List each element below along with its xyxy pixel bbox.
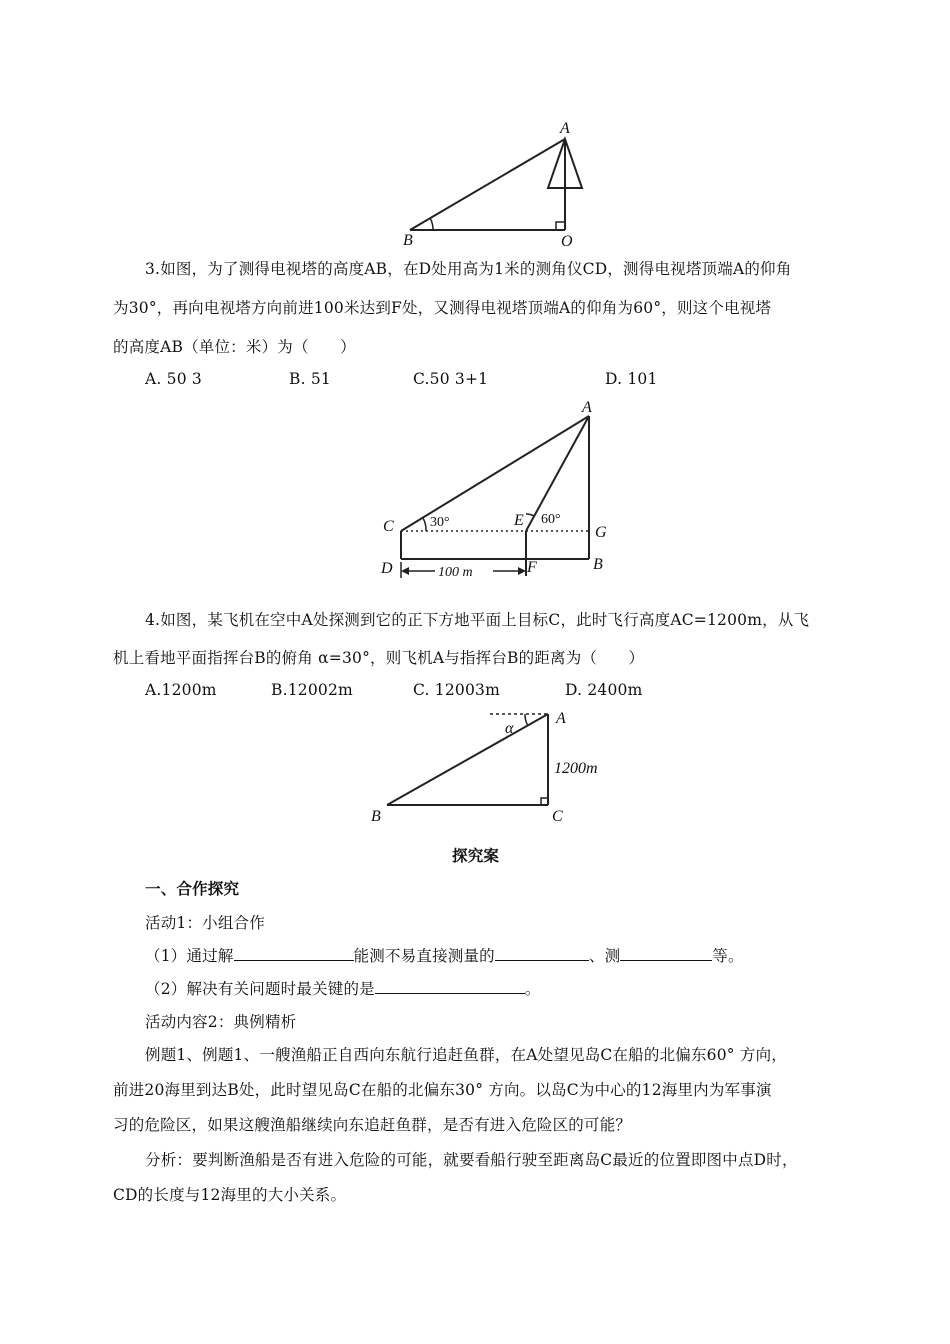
item1-text-b: 能测不易直接测量的 — [353, 947, 495, 965]
q4-line-2: 机上看地平面指挥台B的俯角 α=30°，则飞机A与指挥台B的距离为（ ） — [113, 649, 645, 667]
label-E: E — [514, 512, 524, 529]
figure-elevation-angles — [375, 398, 615, 583]
example-line-3: 习的危险区，如果这艘渔船继续向东追赶鱼群，是否有进入危险区的可能？ — [113, 1116, 632, 1134]
label-B: B — [403, 232, 413, 249]
analysis-line-1: 分析：要判断渔船是否有进入危险的可能，就要看船行驶至距离岛C最近的位置即图中点D时， — [145, 1151, 798, 1169]
q4-option-c: C. 12003m — [413, 681, 500, 699]
label-height: 1200m — [554, 760, 598, 777]
label-A: A — [560, 120, 570, 137]
figure-tower-triangle — [390, 115, 590, 250]
label-C: C — [552, 808, 563, 825]
label-C: C — [383, 518, 394, 535]
angle-60-label: 60° — [541, 512, 561, 527]
blank-1[interactable] — [234, 946, 354, 961]
q4-line-1: 4.如图，某飞机在空中A处探测到它的正下方地平面上目标C，此时飞行高度AC=1200m，从飞 — [145, 611, 810, 629]
item1-text-c: 、测 — [588, 947, 621, 965]
q3-option-b: B. 51 — [289, 370, 331, 388]
q3-line-2: 为30°，再向电视塔方向前进100米达到F处，又测得电视塔顶端A的仰角为60°，则这个电视塔 — [113, 299, 772, 317]
fill-blank-item-2 — [145, 979, 541, 999]
q4-option-b: B.12002m — [271, 681, 353, 699]
q3-line-1: 3.如图，为了测得电视塔的高度AB，在D处用高为1米的测角仪CD，测得电视塔顶端A的仰角 — [145, 260, 792, 278]
label-B: B — [371, 808, 381, 825]
blank-2[interactable] — [495, 946, 589, 961]
activity-1-label: 活动1：小组合作 — [145, 914, 265, 932]
label-alpha: α — [505, 720, 514, 737]
label-A: A — [556, 710, 566, 727]
distance-label: 100 m — [438, 565, 473, 580]
label-F: F — [527, 559, 537, 576]
item2-text-b: 。 — [524, 980, 541, 998]
label-B: B — [593, 556, 603, 573]
item1-text-d: 等。 — [712, 947, 744, 965]
blank-4[interactable] — [375, 979, 525, 994]
example-line-1: 例题1、例题1、一艘渔船正自西向东航行追赶鱼群，在A处望见岛C在船的北偏东60° 方向， — [145, 1046, 787, 1064]
example-line-2: 前进20海里到达B处，此时望见岛C在船的北偏东30° 方向。以岛C为中心的12海里内为军事演 — [113, 1081, 772, 1099]
fill-blank-item-1 — [145, 946, 744, 966]
item1-text-a: （1）通过解 — [145, 947, 234, 965]
activity-2-label: 活动内容2：典例精析 — [145, 1013, 297, 1031]
figure-depression-angle — [365, 703, 625, 828]
q3-line-3: 的高度AB（单位：米）为（ ） — [113, 338, 356, 356]
q3-option-d: D. 101 — [605, 370, 658, 388]
label-D: D — [381, 560, 393, 577]
q4-option-a: A.1200m — [145, 681, 217, 699]
q3-option-c: C.50 3+1 — [413, 370, 489, 388]
label-O: O — [561, 233, 573, 250]
item2-text-a: （2）解决有关问题时最关键的是 — [145, 980, 375, 998]
label-G: G — [595, 524, 607, 541]
section-title: 探究案 — [452, 847, 500, 865]
blank-3[interactable] — [620, 946, 712, 961]
q3-option-a: A. 50 3 — [145, 370, 202, 388]
analysis-line-2: CD的长度与12海里的大小关系。 — [113, 1186, 347, 1204]
angle-30-label: 30° — [430, 515, 450, 530]
q4-option-d: D. 2400m — [565, 681, 643, 699]
label-A: A — [582, 399, 592, 416]
section-heading: 一、合作探究 — [145, 880, 240, 898]
